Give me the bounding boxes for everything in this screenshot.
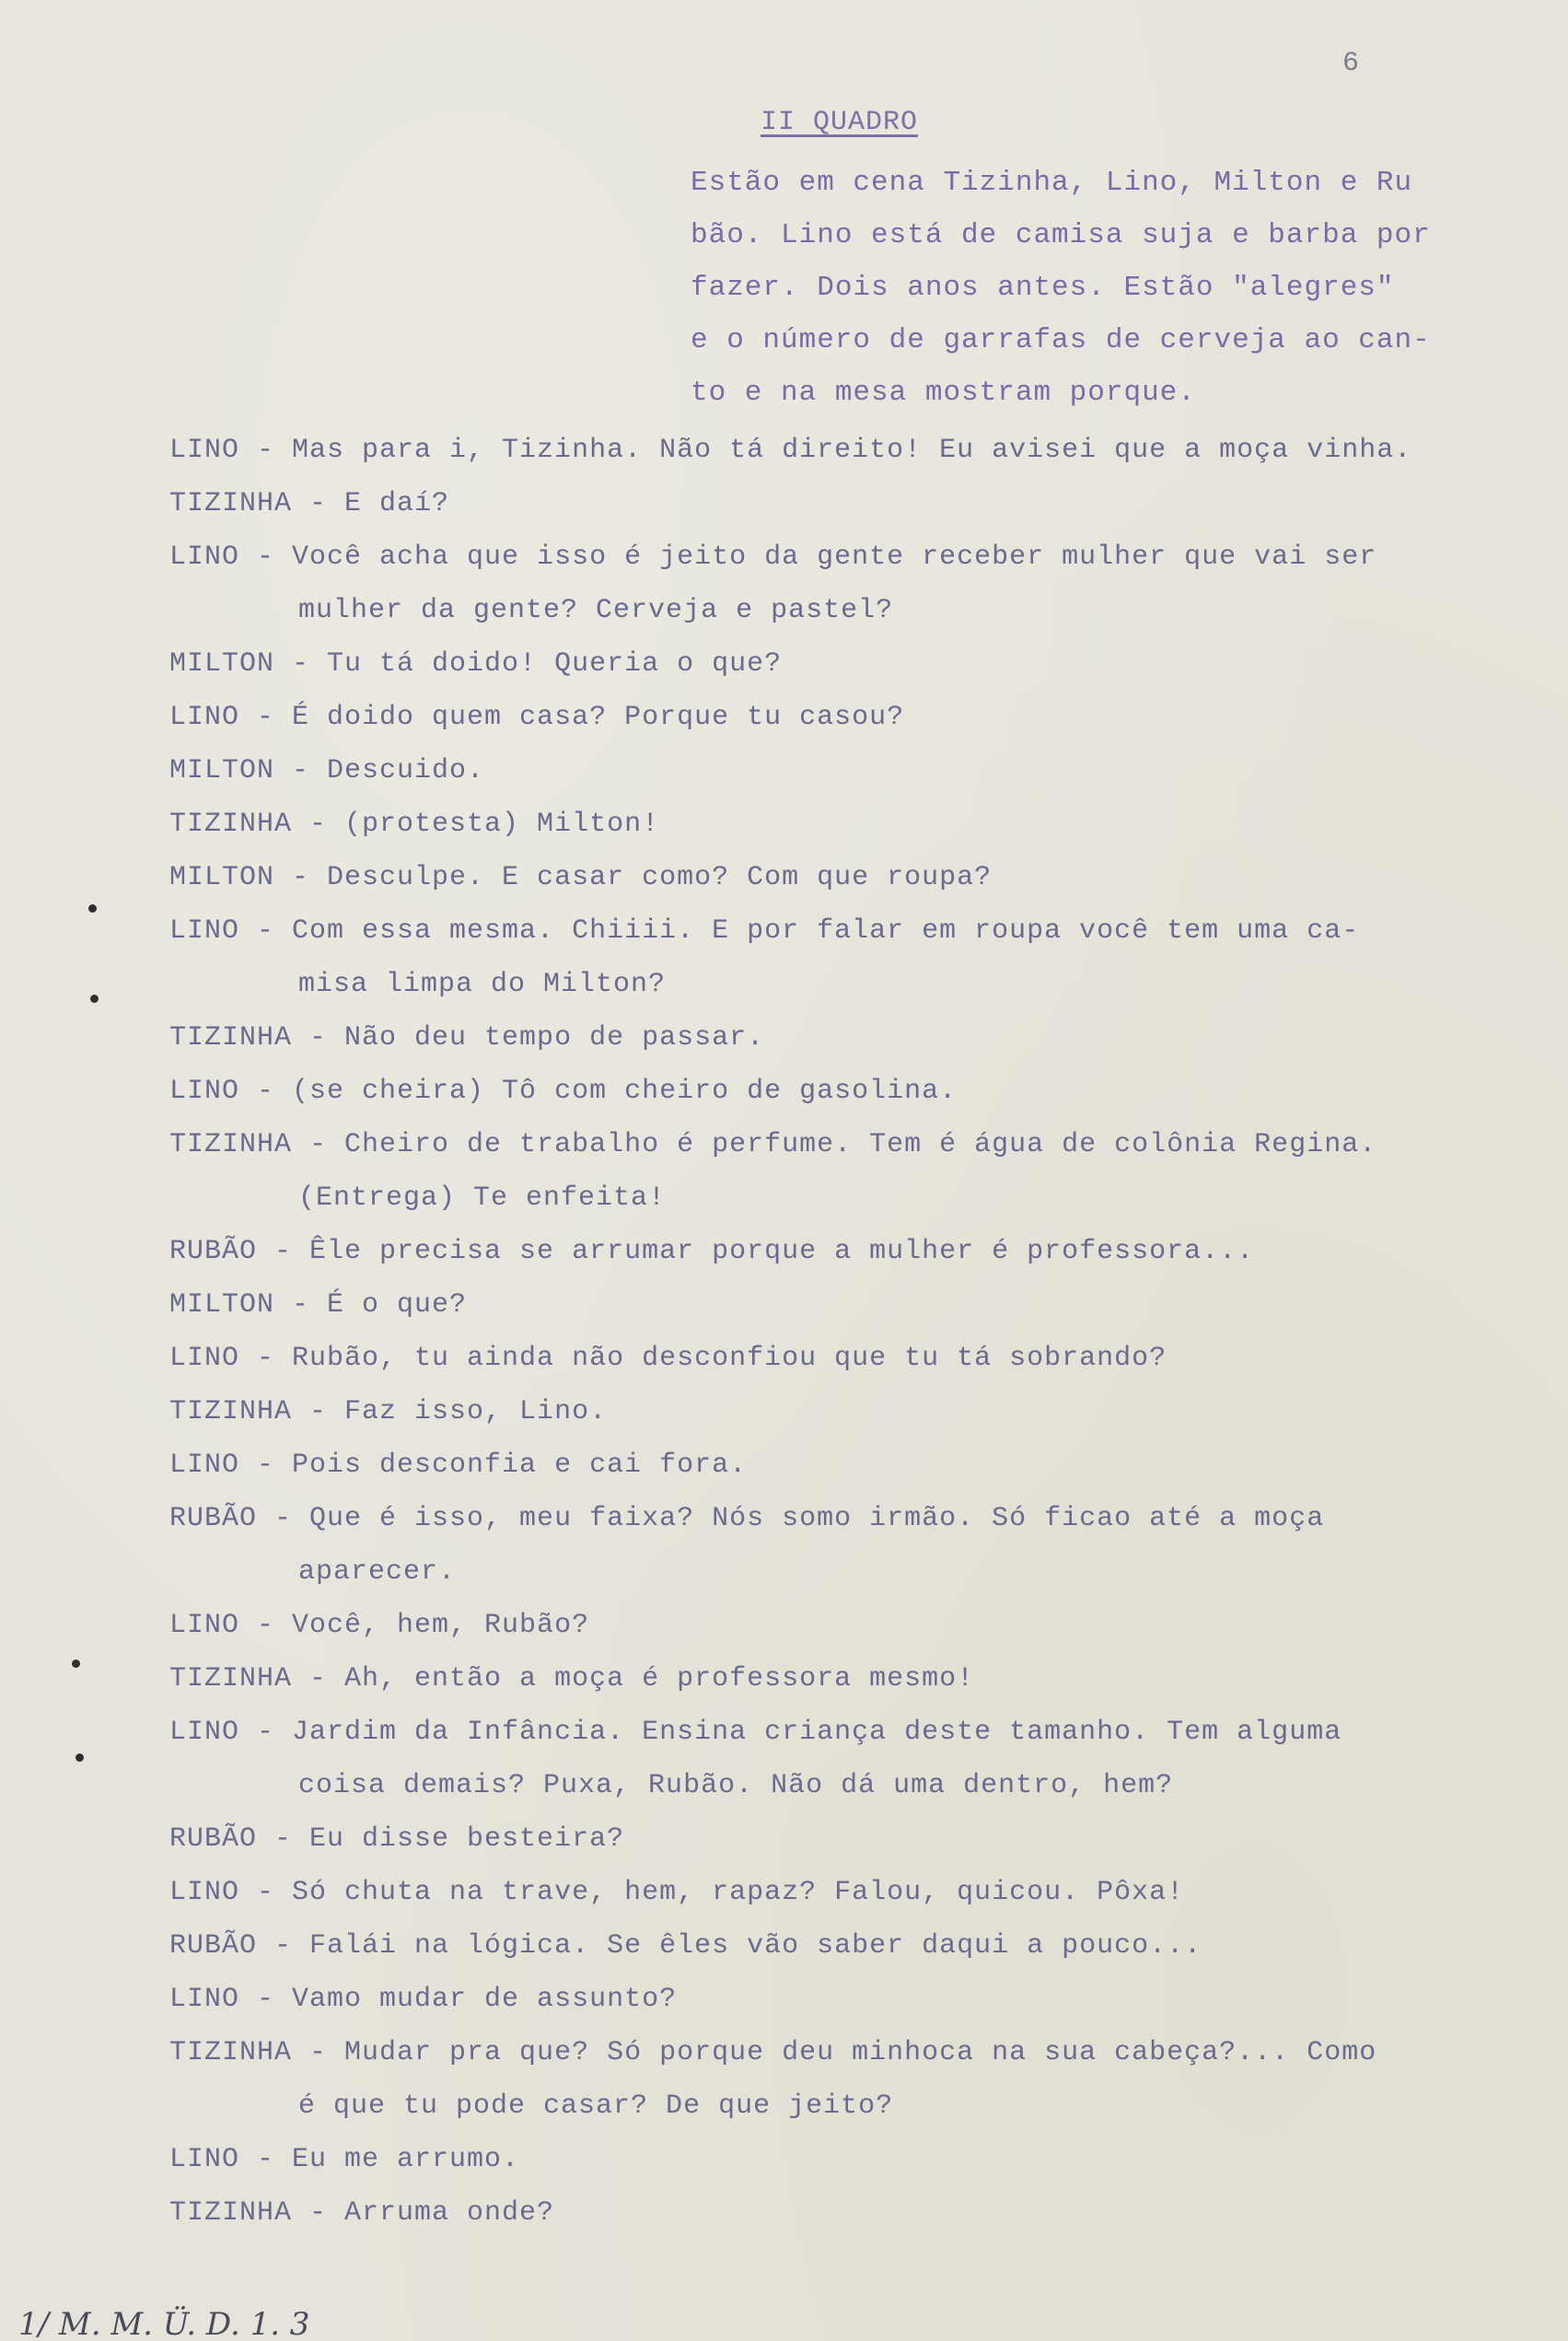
dialogue-line: LINO - (se cheira) Tô com cheiro de gasolina.: [169, 1076, 958, 1107]
dialogue-line: TIZINHA - Cheiro de trabalho é perfume. Tem é água de colônia Regina.: [169, 1129, 1377, 1160]
dialogue-continuation: mulher da gente? Cerveja e pastel?: [298, 595, 894, 626]
page-number: 6: [1342, 48, 1360, 79]
dialogue-line: RUBÃO - Falái na lógica. Se êles vão saber daqui a pouco...: [169, 1930, 1202, 1962]
dialogue-line: MILTON - Descuido.: [169, 755, 485, 786]
stage-direction: [691, 157, 1482, 419]
dialogue-line: LINO - Vamo mudar de assunto?: [169, 1984, 678, 2015]
dialogue-line: MILTON - Desculpe. E casar como? Com que roupa?: [169, 862, 993, 893]
stage-direction-line: e o número de garrafas de cerveja ao can-: [691, 324, 1431, 356]
dialogue-line: LINO - Com essa mesma. Chiiii. E por falar em roupa você tem uma ca-: [169, 915, 1360, 947]
dialogue-line: MILTON - Tu tá doido! Queria o que?: [169, 648, 783, 680]
punch-hole-mark: [90, 995, 99, 1003]
dialogue-line: TIZINHA - E daí?: [169, 488, 450, 519]
dialogue-line: LINO - Você, hem, Rubão?: [169, 1610, 590, 1641]
dialogue-continuation: misa limpa do Milton?: [298, 969, 667, 1000]
dialogue-continuation: é que tu pode casar? De que jeito?: [298, 2091, 894, 2122]
dialogue-line: LINO - Só chuta na trave, hem, rapaz? Falou, quicou. Pôxa!: [169, 1877, 1185, 1908]
dialogue-line: TIZINHA - Faz isso, Lino.: [169, 1396, 608, 1427]
punch-hole-mark: [88, 904, 97, 913]
punch-hole-mark: [75, 1753, 84, 1762]
stage-direction-line: bão. Lino está de camisa suja e barba por: [691, 219, 1431, 251]
dialogue-line: LINO - Eu me arrumo.: [169, 2144, 520, 2175]
dialogue-line: LINO - Mas para i, Tizinha. Não tá direito! Eu avisei que a moça vinha.: [169, 435, 1412, 466]
dialogue-line: RUBÃO - Que é isso, meu faixa? Nós somo irmão. Só ficao até a moça: [169, 1503, 1325, 1534]
dialogue-line: LINO - Você acha que isso é jeito da gente receber mulher que vai ser: [169, 542, 1377, 573]
punch-hole-mark: [72, 1660, 80, 1668]
dialogue-line: TIZINHA - Mudar pra que? Só porque deu minhoca na sua cabeça?... Como: [169, 2037, 1377, 2068]
dialogue-line: LINO - Jardim da Infância. Ensina criança deste tamanho. Tem alguma: [169, 1717, 1342, 1748]
scene-title: II QUADRO: [761, 107, 919, 138]
dialogue-block: [169, 424, 1532, 2240]
stage-direction-line: to e na mesa mostram porque.: [691, 377, 1196, 409]
dialogue-continuation: aparecer.: [298, 1556, 457, 1588]
dialogue-continuation: coisa demais? Puxa, Rubão. Não dá uma dentro, hem?: [298, 1770, 1174, 1801]
dialogue-line: TIZINHA - Arruma onde?: [169, 2197, 555, 2229]
dialogue-line: LINO - É doido quem casa? Porque tu casou?: [169, 702, 905, 733]
dialogue-line: RUBÃO - Eu disse besteira?: [169, 1823, 625, 1855]
stage-direction-line: Estão em cena Tizinha, Lino, Milton e Ru: [691, 167, 1413, 199]
dialogue-line: RUBÃO - Êle precisa se arrumar porque a mulher é professora...: [169, 1236, 1255, 1267]
dialogue-line: MILTON - É o que?: [169, 1289, 468, 1321]
dialogue-continuation: (Entrega) Te enfeita!: [298, 1182, 667, 1214]
dialogue-line: TIZINHA - Não deu tempo de passar.: [169, 1022, 765, 1054]
dialogue-line: LINO - Rubão, tu ainda não desconfiou que tu tá sobrando?: [169, 1343, 1167, 1374]
stage-direction-line: fazer. Dois anos antes. Estão "alegres": [691, 272, 1395, 304]
handwritten-note: 1/ M. M. Ü. D. 1. 3: [18, 2306, 310, 2341]
dialogue-line: LINO - Pois desconfia e cai fora.: [169, 1450, 748, 1481]
dialogue-line: TIZINHA - Ah, então a moça é professora mesmo!: [169, 1663, 975, 1695]
dialogue-line: TIZINHA - (protesta) Milton!: [169, 809, 660, 840]
